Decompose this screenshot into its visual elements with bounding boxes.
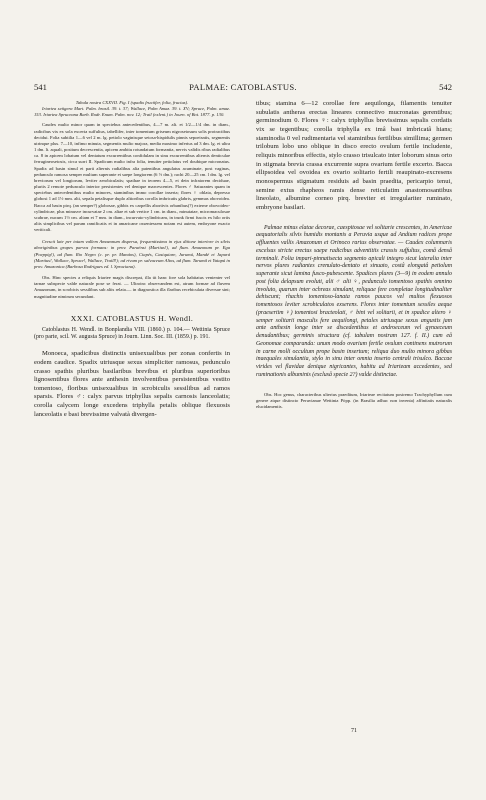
genus-heading: XXXI. CATOBLASTUS H. Wendl. (70, 313, 194, 323)
page-number-right: 542 (439, 82, 452, 92)
footer-page-number: 71 (351, 728, 357, 734)
species-locality: Crescit late per totam vallem Amazonum dispersa, frequentissima in ejus ditione interiore in silvis aboriginibus grupes parvos formans: in prov. Paraënsi (Martius!), ad flum. Amazonum pr. Ega (Poeppig!), ad flum. Rio Negro (c. pr. pr. Manáos), Ciapés, Casiquiare, Jurumú, Mandé et Japurá (Martius!, Wallace, Spruce!, Wallace, Traill!); ad rivum pr. salvaceum Altos, ad flum. Tarumã et Yatapú in prov. Amazonica (Barbosa Rodrigues ed. l. Spruciana). (34, 239, 230, 269)
species-description: Caudex multo minor quam in speciebus antecedentibus, 4—7 m. alt. et 1/2—1/4 dm. in diam., radicibus vix ex sola excerta suffultus, tabellifer, inter tomentum griseum nigrosetosum solis protractibus decidui. Folia subtilia 1—6 vel 2 m. lg. petiolo vaginisque setosa-hispidulis pinnis sepoeisntis, segmentis utrinque plus. 7—10, infimo minuta, segmentis multo majora, media maximo inferius ad 3 dm. lg. et ultra 1 dm. lt. aquali, positum decrescentia, apicem ambitu rotundatum formantia, nervis validis ribus radialibus ca. 8 in apicem lobatum vel dentatum excurrentibus confidulam in sinu excurrentibus alternis denticulae ferrugineosetosis, circa surri II. Spadicum multo infra folia, tenuiter petiolatus vel doubique micronatus. Spadix ad basin simul et parti alternis radialibus alia patentibus angulatus acuminate, post vaginas, pedunculo ramosa semper multum superante et saepe longiorem (6 ½ dm.); rachi 20—25 cm. l dm. lg. vel breviorum vel longiorum, leviter zerobiculatis; spathae in teorem 4—5, et dein infratorem deciduae, pluriis 2 remote pedunculo interior persistentes vel denique marcescentes. Flores ♂ Saturantes quam in speciebus antecedentibus multo minores, staminibus immo corollae inserta; flores ♀ oblata, depresso globosi 1 ad 1½ mm. alti, sepala petalisque duplo altioribus corolla imbricatis glabris, gemmas obovoidea. Bacca ad basin pirq. (an semper?) globosae, gibbis ex carpellis abortivis orbanibus(?) externe obovoideo-cylindricae, plus minusve incurvatae 2 cm. altae et sub vertice 1 cm. in diam., minutatae, micromaculosae scabrae, nucum 1½ cm. altam et 7 mm. in diam., incurvato-cylindricam, in trunk firmi fuscis ex hilo ortis aliis simplicibus vel parum ramificatis et in amaricane ossentessem notam est autem, embryone exacto veriticali. (34, 122, 230, 233)
left-column (34, 100, 230, 419)
running-header (34, 82, 452, 96)
species-synonyms: Iriartea setigera Mart. Palm. brasil. 39. t. 37; Wallace, Palm Amaz. 39. t. XV; Spruce, Palm. amaz. 153. Iriartea Spruceana Barb. Rodr. Enum. Palm. nov. 12; Trail (exlent.) in Journ. of Bot. 1877. p. 130. (34, 106, 230, 118)
genus-observation: Obs. Hoc genus, characteribus ulterius praeditum, Iriarteae recitatum postremo Trachyphyllum cum genere atque distincto Peruvianae Wettinia Pöpp. (in Brasilia adhuc non inventa) affinitatis naturalis elucidamentis. (256, 391, 452, 409)
species-observation: Obs. Hinc species a reliquis Iriartee magis discrepat, illa tit hanc fore sola habitatus venienter vel tarnae subspecie valde naturale pose se ferat. — Ultroinc observandem est, atrum formae ad fluvem Amazonum, in scrobicis sessilibus sub aliis relata.— in diagnostica illa flaribus recebiculata diversae sint; magnitudine nimirum secundant. (34, 275, 230, 299)
genus-description: Monoeca, spadicibus distinctis unisexualibus per zonas confertis in eodem caudice. Spadix utriusque sexus simpliciter ramosus, pedunculo crasso spathis pluribus basilaribus brevibus et pluribus superioribus lignosentibus flores ante anthesin involventibus persistentibus vestito tomentoso, floribus unisexualibus in scrobiculis sessilibus ad ramos sparsis. Flores ♂: calyx parvus triphyllus sepalis carnosis lanceolatis; corolla calycem longe excedens triphylla petalis oblique flexuosis lanceolatis e basi brevissime valvatà divergen- (34, 350, 230, 418)
page-number-left: 541 (34, 82, 47, 92)
running-title: PALMAE: CATOBLASTUS. (189, 82, 297, 92)
genus-habit-description: Palmae minus elatae decorae, caespitosae vel solitarie crescentes, in Americae aequatorialis silvis humidis montanis a Peruvia usque ad Andium radices prope affluentes vallis Amazonum et Orinoco rarius observatae. — Caudex columnaris excelsus stricte erectus saepe radicibus adventitiis crassis suffultus, comâ densâ terminali. Folia impari-pinnatisecta segmento apicali integro sicut lateralia inter nervos plures radiantes crenulato-dentato et sinuato, costâ elongatâ petiolum superante sicut lamina fusco-pubescente. Spadices plures (3—9) in eodem annulo post folia delapsum evoluti, alii ♂ alii ♀, pedunculo tomentoso spathis omnino involuto, quarum inter ochreas simulant, reliquae fere completae longitudinaliter dehiscunt; rhachis tomentoso-lanata ramos paucos vel multos flexuosos tomentosos leviter scrobiculatos exserens. Flores inter tomentum sessiles aeque (praesertim ♀) tomentosi bracteolati, ♂ bini vel solitarii, et in spadice altero ♀ semper solitarii masculis fere aequilongi, petales utriusque sexus angustis jam ante anthesin longe inter se discedentibus et androeceum vel gynaeceum denudantibus; germinis structura (cf. tabulam nostram 127. f. II.) cum eâ Geonomae comparanda: unum modo ovarium fertile ovulum continens mutrorum in carne molli occultum prope basin insertum; reliqua duo multo minora gibbas inaequales simulantia, stylo in sinu inter omnia inserto centrali trisulco. Baccae virides vel flavidae denique nigricantes, habitu ad Iriarteam accedentes, sed ruminationis albuminis (exclusâ specie 2?) valde distinctae. (256, 224, 452, 378)
genus-description-continued: tibus; stamina 6—12 corollae fere aequilonga, filamentis tenuiter subulatis antheras erectas lineares connectivo mucronatas gerentibus; germinodium 0. Flores ♀: calyx triphyllus brevissimus sepalis cordatis vix se tegentibus; corolla triphylla ex imâ basi imbricatâ hians; staminodia 0 vel rudimentaria vel staminibus fertilibus simillima; germen trilobum lobo uno oblique in disco erecto ovulum fertile includente, reliquis minoribus effectis, stylo crasso trisulcato inter loborum sinus orto in stigmata brevia crassa excurrente supra ovarium fertile excerto. Bacca ellipsoidea vel ovoidea ex ovario solitario fertili reaupinato-excresens monospermus stigmatum residuis ad basin praedita, pericarpio tenui, semine extus rhapheos ramis dense reticulatim anastomosantibus lineolato, albumine corneo pirq. breviter et irregulariter ruminato, embryone basilari. (256, 100, 452, 211)
plate-reference: Tabula nostra CXXVII. Fig. I (spadix fructifer, folia, fructus). (75, 100, 189, 105)
genus-synonyms: Catoblastus H. Wendl. in Bonplandia VIII. (1860.) p. 104.— Wettinia Spruce (pro parte, scil. W. augusta Spruce) in Journ. Linn. Soc. III. (1859.) p. 191. (34, 326, 230, 341)
right-column (256, 100, 452, 410)
